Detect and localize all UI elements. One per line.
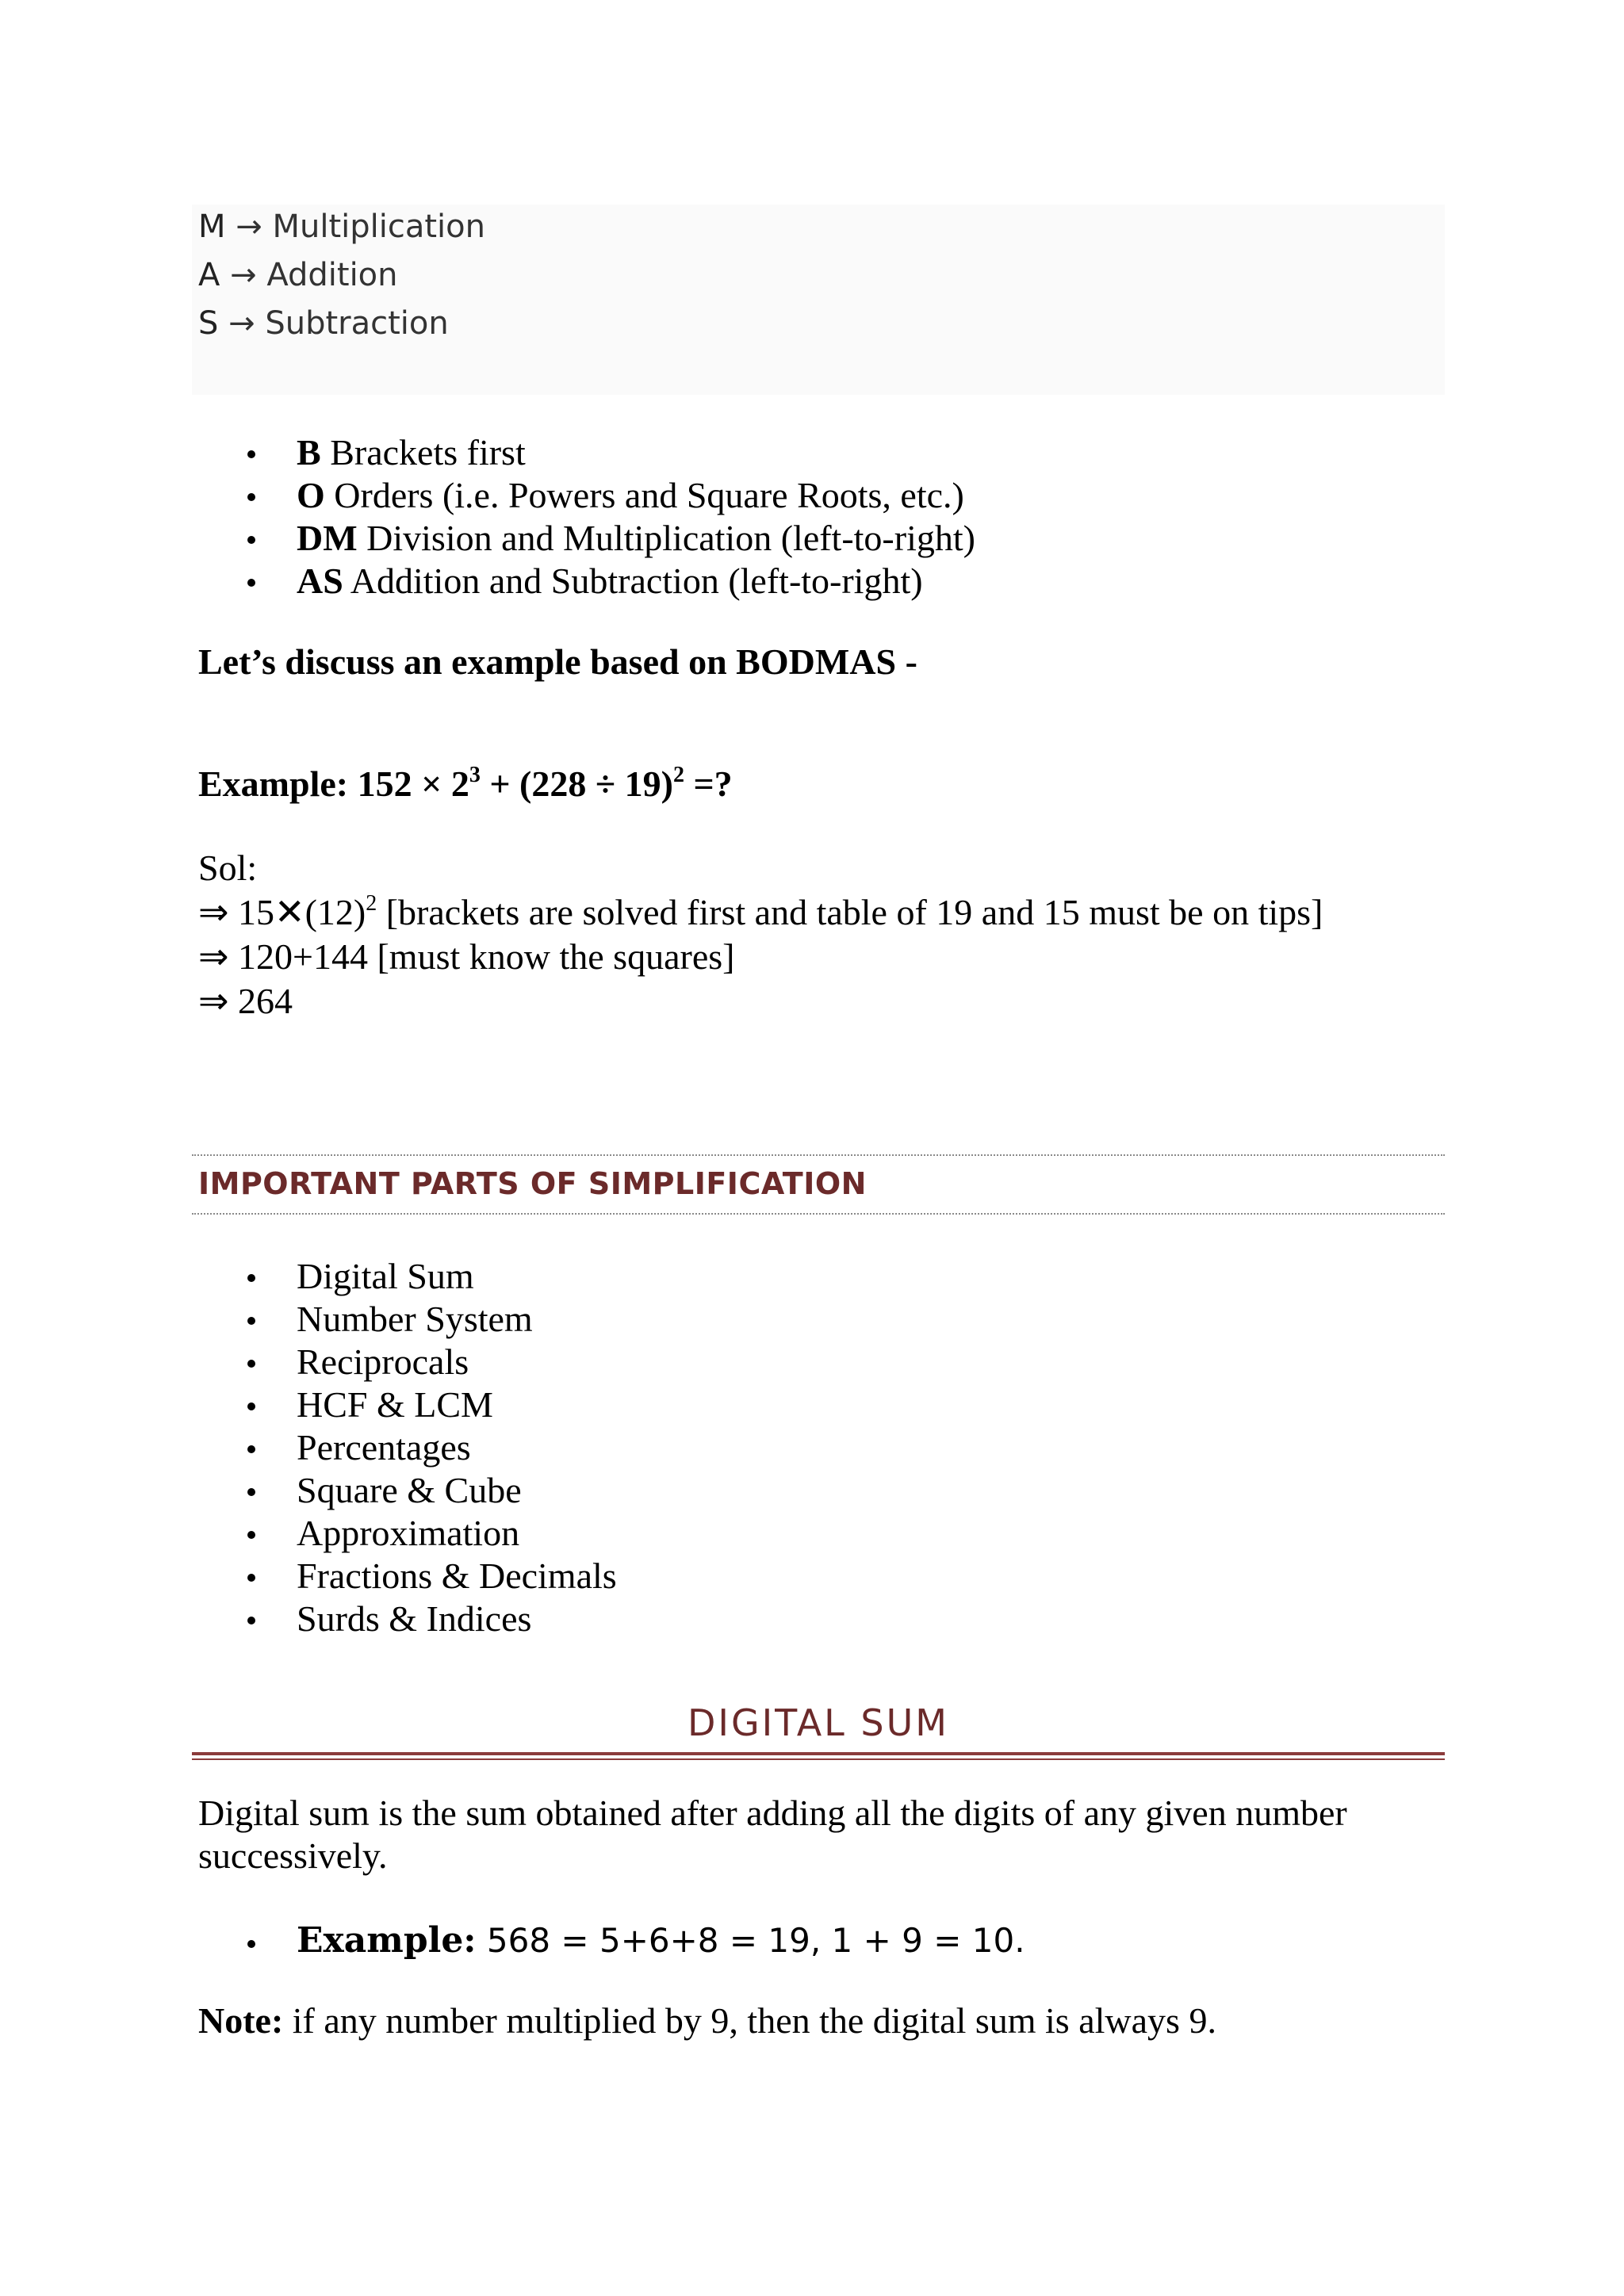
section-heading: IMPORTANT PARTS OF SIMPLIFICATION <box>198 1166 867 1201</box>
list-item: O Orders (i.e. Powers and Square Roots, etc.) <box>297 475 964 515</box>
bullet-icon <box>247 536 255 544</box>
list-item: Surds & Indices <box>297 1598 532 1639</box>
acronym-text: Multiplication <box>272 209 485 245</box>
arrow-icon: → <box>230 257 257 293</box>
list-item: DM Division and Multiplication (left-to-right) <box>297 518 975 558</box>
bullet-icon <box>247 1360 255 1368</box>
example-equation: Example: $152 \times 2^3 + (228 \div 19)^2$ =? <box>198 763 733 804</box>
definition-line: successively. <box>198 1835 388 1876</box>
bullet-icon <box>247 1317 255 1325</box>
bullet-icon <box>247 1488 255 1496</box>
acronym-text: Subtraction <box>265 305 449 342</box>
solution-line: ⇒ $15✕(12)^2$ [brackets are solved first and table of 19 and 15 must be on tips] <box>198 891 1323 932</box>
list-item: Digital Sum <box>297 1256 474 1296</box>
list-item: Approximation <box>297 1513 520 1553</box>
acronym-key: A <box>198 257 220 293</box>
acronym-text: Addition <box>266 257 398 293</box>
heading-rule <box>192 1752 1445 1755</box>
bullet-icon <box>247 1402 255 1410</box>
arrow-icon: → <box>236 209 262 245</box>
bullet-icon <box>247 579 255 587</box>
arrow-icon: → <box>228 305 255 342</box>
bullet-icon <box>247 493 255 501</box>
acronym-key: M <box>198 209 226 245</box>
list-item: Example: 568 = 5+6+8 = 19, 1 + 9 = 10. <box>297 1920 1025 1961</box>
list-item: Reciprocals <box>297 1341 469 1382</box>
bullet-icon <box>247 1531 255 1539</box>
list-item: Percentages <box>297 1427 471 1468</box>
section-divider <box>192 1213 1445 1215</box>
acronym-line-a <box>198 259 398 291</box>
bullet-icon <box>247 450 255 458</box>
bullet-icon <box>247 1574 255 1582</box>
solution-line: ⇒ 120+144 [must know the squares] <box>198 936 735 977</box>
section-divider <box>192 1154 1445 1156</box>
solution-line: ⇒ 264 <box>198 981 293 1021</box>
list-item: Fractions & Decimals <box>297 1556 617 1596</box>
bullet-icon <box>247 1617 255 1624</box>
acronym-line-s <box>198 305 449 342</box>
note-line: Note: if any number multiplied by 9, then the digital sum is always 9. <box>198 2000 1216 2041</box>
acronym-key: S <box>198 305 219 342</box>
list-item: B Brackets first <box>297 432 526 473</box>
definition-line: Digital sum is the sum obtained after adding all the digits of any given number <box>198 1793 1347 1833</box>
solution-label: Sol: <box>198 848 258 888</box>
bullet-icon <box>247 1940 255 1948</box>
list-item: AS Addition and Subtraction (left-to-right) <box>297 561 923 601</box>
digital-sum-heading: DIGITAL SUM <box>687 1701 949 1744</box>
list-item: Square & Cube <box>297 1470 522 1510</box>
acronym-line-m <box>198 211 485 243</box>
discuss-heading: Let’s discuss an example based on BODMAS - <box>198 641 917 682</box>
heading-rule <box>192 1758 1445 1760</box>
acronym-box <box>192 205 1445 395</box>
bullet-icon <box>247 1445 255 1453</box>
list-item: Number System <box>297 1299 533 1339</box>
list-item: HCF & LCM <box>297 1384 493 1425</box>
bullet-icon <box>247 1274 255 1282</box>
